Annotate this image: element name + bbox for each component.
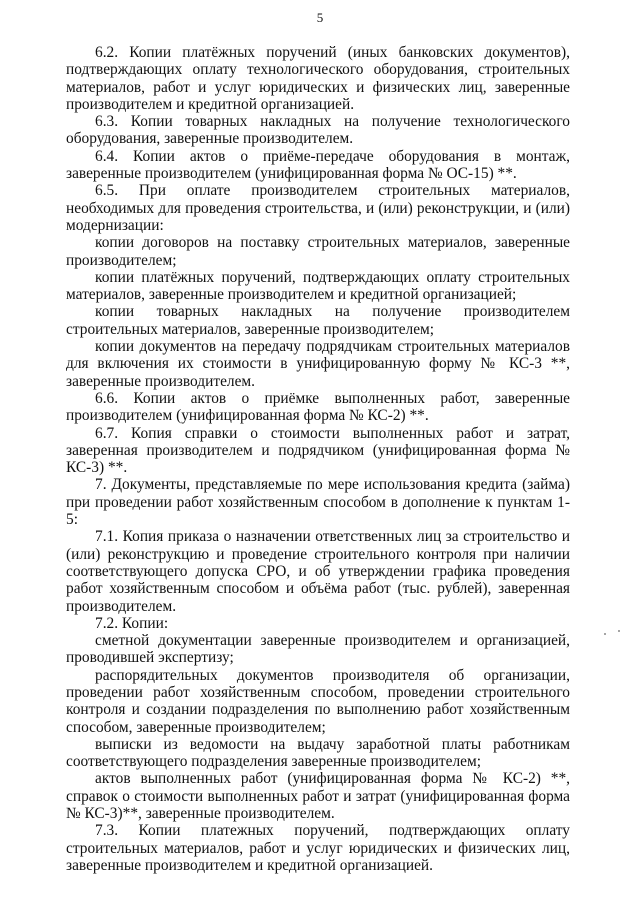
paragraph-7-2: 7.2. Копии:	[95, 614, 169, 632]
list-item-6-5-b: копии платёжных поручений, подтверждающих оплату строительных материалов, заверенные производителем и кредитной организацией;	[66, 268, 570, 304]
document-body	[66, 44, 570, 874]
list-item-7-2-d: актов выполненных работ (унифицированная форма № КС-2) **, справок о стоимости выполненных работ и затрат (унифицированная форма № КС-3)**, заверенные производителем.	[66, 770, 570, 823]
list-item-7-2-c: выписки из ведомости на выдачу заработной платы работникам соответствующего подразделения заверенные производителем;	[66, 735, 570, 771]
paragraph-6-4: 6.4. Копии актов о приёме-передаче оборудования в монтаж, заверенные производителем (унифицированная форма № ОС-15) **.	[66, 147, 570, 183]
paragraph-7-1: 7.1. Копия приказа о назначении ответственных лиц за строительство и (или) реконструкцию и проведение строительного контроля при наличии соответствующего допуска СРО, и об утверждении графика проведения работ хозяйственным способом и объёма работ (тыс. рублей), заверенная производителем.	[66, 528, 570, 615]
page-number: 5	[316, 10, 324, 25]
paragraph-7: 7. Документы, представляемые по мере использования кредита (займа) при проведении работ хозяйственным способом в дополнение к пунктам 1-5:	[66, 476, 570, 529]
paragraph-6-2: 6.2. Копии платёжных поручений (иных банковских документов), подтверждающих оплату технологического оборудования, строительных материалов, работ и услуг юридических и физических лиц, заверенные производителем и кредитной организацией.	[66, 44, 570, 113]
list-item-6-5-c: копии товарных накладных на получение производителем строительных материалов, заверенные производителем;	[66, 303, 570, 338]
paragraph-6-6: 6.6. Копии актов о приёмке выполненных работ, заверенные производителем (унифицированная форма № КС-2) **.	[66, 389, 570, 425]
list-item-7-2-a: сметной документации заверенные производителем и организацией, проводившей экспертизу;	[66, 632, 570, 667]
paragraph-6-3: 6.3. Копии товарных накладных на получение технологического оборудования, заверенные производителем.	[66, 113, 570, 148]
paragraph-6-5: 6.5. При оплате производителем строительных материалов, необходимых для проведения строительства, и (или) реконструкции, и (или) модернизации:	[66, 182, 570, 234]
scan-speck	[604, 633, 606, 635]
list-item-6-5-d: копии документов на передачу подрядчикам строительных материалов для включения их стоимости в унифицированную форму № КС-3 **, заверенные производителем.	[66, 338, 570, 390]
scan-speck	[618, 630, 620, 632]
list-item-6-5-a: копии договоров на поставку строительных материалов, заверенные производителем;	[66, 234, 570, 269]
paragraph-6-7: 6.7. Копия справки о стоимости выполненных работ и затрат, заверенная производителем и подрядчиком (унифицированная форма № КС-3) **.	[66, 424, 570, 477]
paragraph-7-3: 7.3. Копии платежных поручений, подтверждающих оплату строительных материалов, работ и услуг юридических и физических лиц, заверенные производителем и кредитной организацией.	[66, 822, 570, 874]
list-item-7-2-b: распорядительных документов производителя об организации, проведении работ хозяйственным способом, проведении строительного контроля и создании подразделения по выполнению работ хозяйственным способом, заверенные производителем;	[66, 666, 570, 736]
